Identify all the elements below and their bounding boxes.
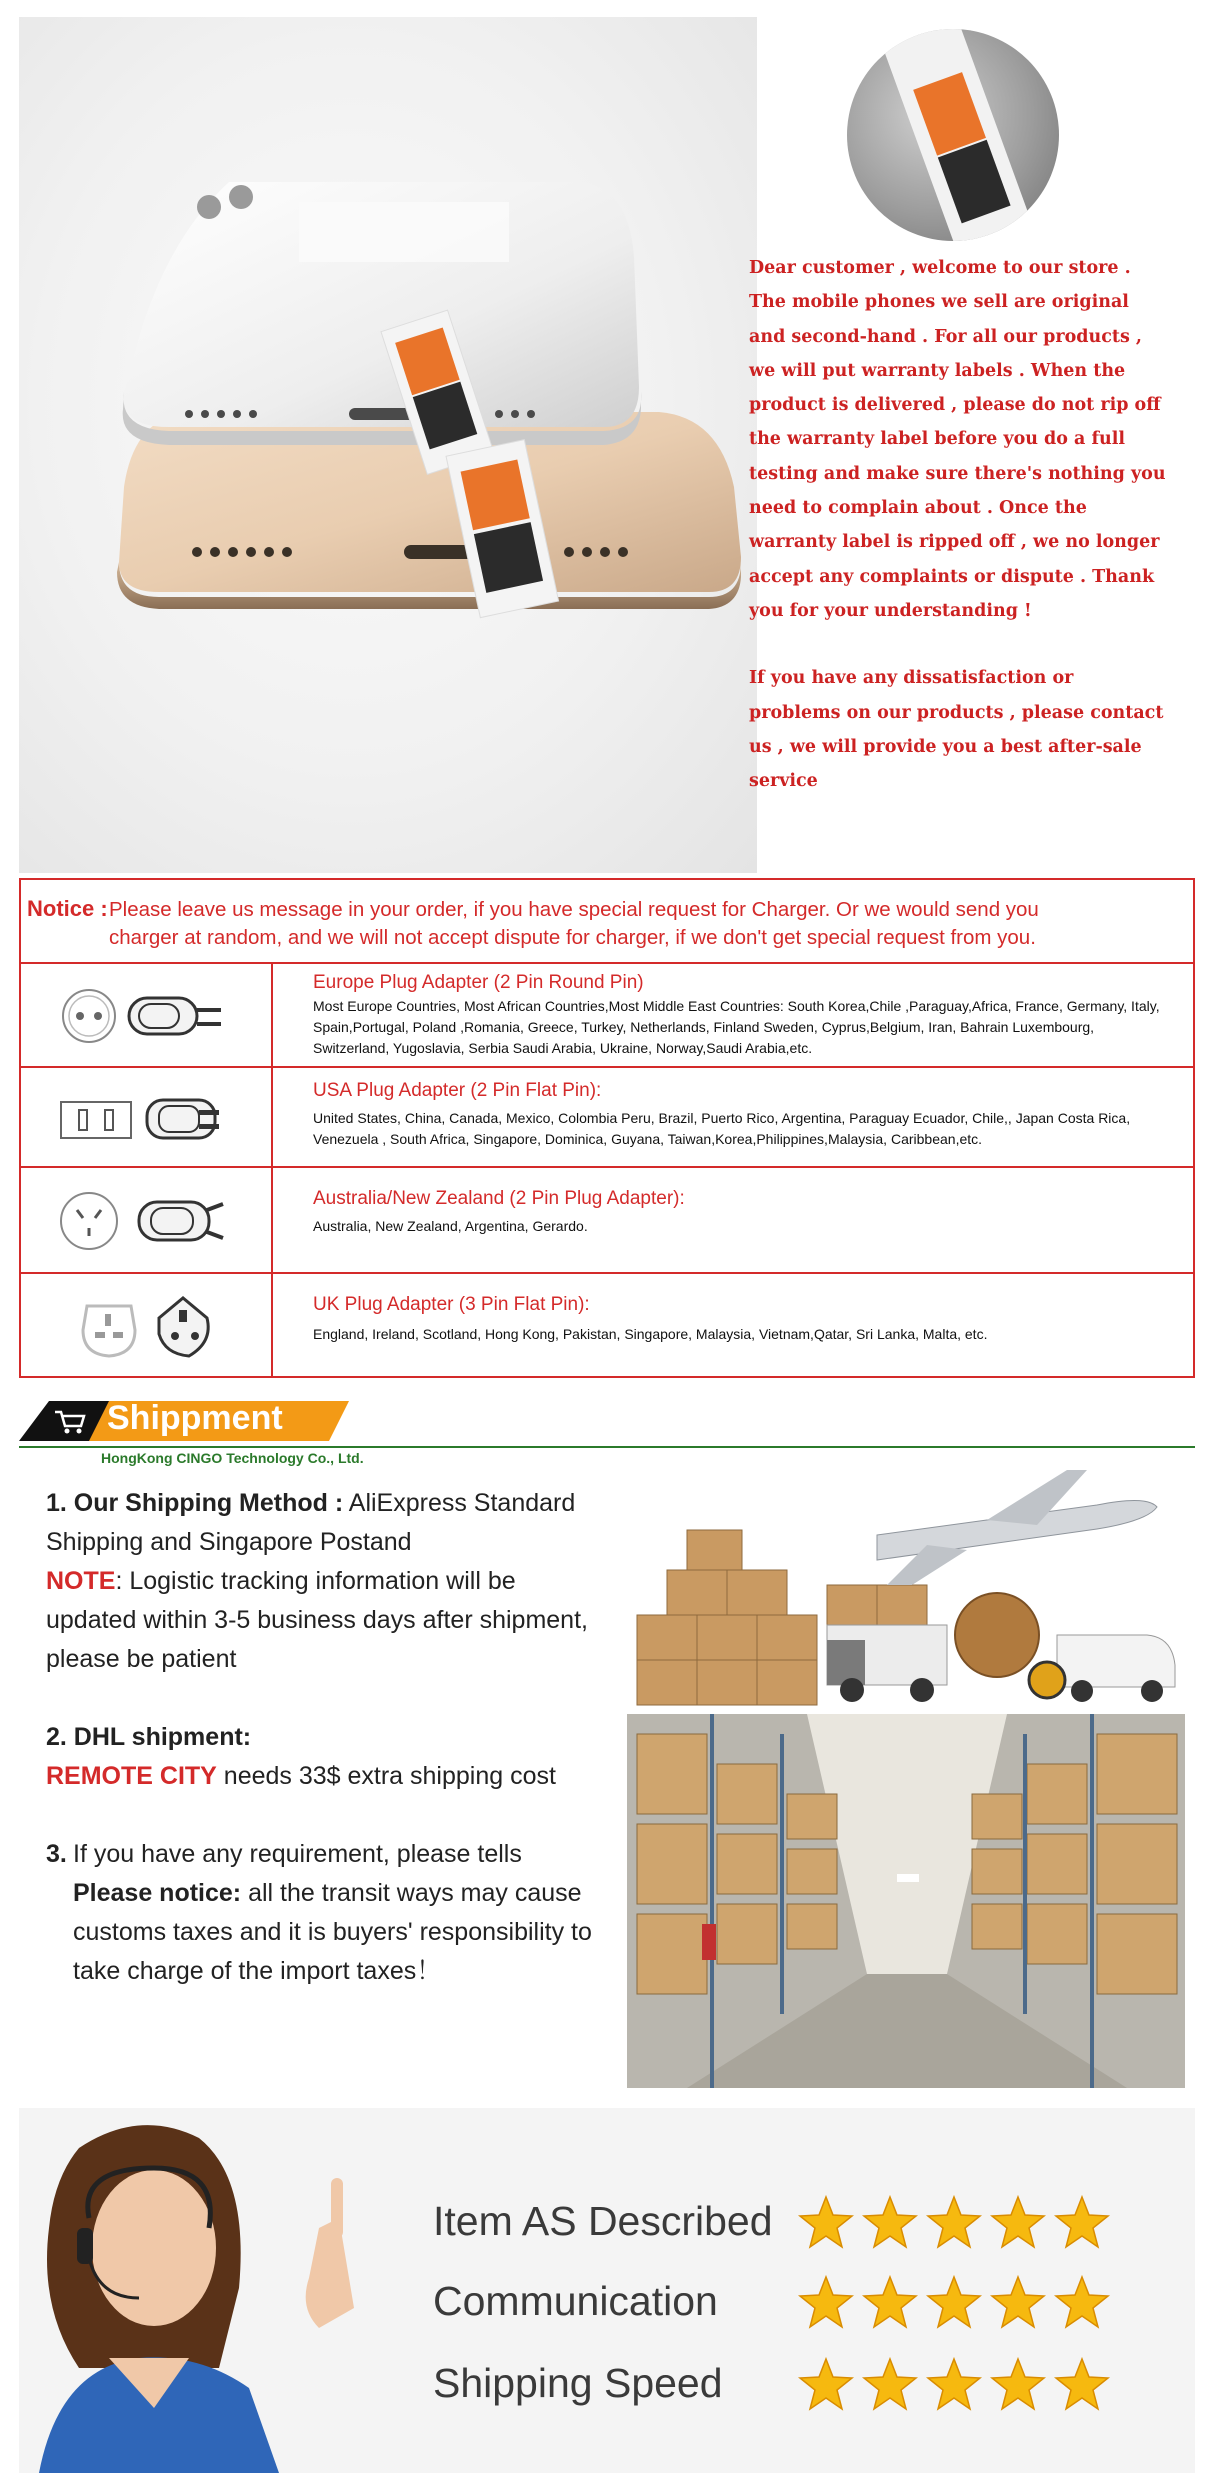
plug-adapter-table xyxy=(19,878,1195,1378)
star-icon xyxy=(989,2274,1047,2332)
star-icon xyxy=(861,2356,919,2414)
plug-icons-usa xyxy=(19,1068,273,1166)
plug-row-usa xyxy=(19,1068,1195,1168)
shipping-method-label: 1. Our Shipping Method : xyxy=(46,1489,344,1517)
plug-title-uk: UK Plug Adapter (3 Pin Flat Pin): xyxy=(313,1294,590,1315)
shipping-details xyxy=(46,1484,606,1991)
star-icon xyxy=(989,2356,1047,2414)
company-name: HongKong CINGO Technology Co., Ltd. xyxy=(101,1450,364,1466)
star-group-communication xyxy=(797,2274,1111,2332)
uk-plug-icon xyxy=(79,1294,229,1360)
banner-divider xyxy=(19,1446,1195,1448)
star-icon xyxy=(861,2194,919,2252)
plug-countries-europe: Most Europe Countries, Most African Countries,Most Middle East Countries: South Korea,Chile ,Paraguay,Africa, France, Germany, Italy, Spain,Portugal, Poland ,Romania, Greece, Turkey, Netherlands, Finland Sweden, Cyprus,Belgium, Iran, Bahrain Luxembourg, Switzerland, Yugoslavia, Serbia Saudi Arabia, Ukraine, Norway,Saudi Arabia,etc. xyxy=(313,998,1160,1056)
shipment-banner xyxy=(19,1396,1195,1466)
logistics-illustration xyxy=(627,1465,1185,1710)
requirement-text: If you have any requirement, please tells xyxy=(73,1840,522,1868)
shipping-method-block xyxy=(46,1484,606,1679)
notice-text xyxy=(109,896,1189,952)
plug-icons-europe xyxy=(19,964,273,1066)
plug-icons-uk xyxy=(19,1274,273,1378)
europe-plug-icon xyxy=(59,986,229,1046)
usa-plug-icon xyxy=(59,1092,229,1147)
australia-plug-icon xyxy=(59,1190,229,1252)
product-hero xyxy=(19,17,1195,873)
note-label: NOTE xyxy=(46,1567,116,1595)
star-icon xyxy=(989,2194,1047,2252)
star-icon xyxy=(925,2194,983,2252)
cart-icon xyxy=(53,1408,87,1436)
notice-row xyxy=(19,878,1195,964)
plug-title-europe: Europe Plug Adapter (2 Pin Round Pin) xyxy=(313,972,644,993)
please-notice-text: all the transit ways may cause customs taxes and it is buyers' responsibility to take charge of the import taxes！ xyxy=(73,1879,592,1985)
warranty-paragraph-2: If you have any dissatisfaction or problems on our products , please contact us , we will provide you a best after-sale service xyxy=(749,668,1164,792)
star-icon xyxy=(1053,2194,1111,2252)
dhl-label: 2. DHL shipment: xyxy=(46,1723,252,1751)
plug-title-usa: USA Plug Adapter (2 Pin Flat Pin): xyxy=(313,1080,602,1101)
warranty-notice xyxy=(749,251,1169,798)
plug-countries-uk: England, Ireland, Scotland, Hong Kong, Pakistan, Singapore, Malaysia, Vietnam,Qatar, Sri Lanka, Malta, etc. xyxy=(313,1326,988,1342)
plug-countries-usa: United States, China, Canada, Mexico, Colombia Peru, Brazil, Puerto Rico, Argentina, Paraguay Ecuador, Chile,, Japan Costa Rica, Venezuela , South Africa, Singapore, Dominica, Guyana, Taiwan,Korea,Philippines,Malaysia, Caribbean,etc. xyxy=(313,1110,1131,1147)
ratings-panel xyxy=(19,2108,1195,2473)
star-icon xyxy=(797,2194,855,2252)
requirement-block xyxy=(46,1835,606,1991)
phone-photo xyxy=(19,17,757,873)
plug-row-europe xyxy=(19,964,1195,1068)
label-closeup-photo xyxy=(847,29,1059,241)
plug-icons-australia xyxy=(19,1168,273,1272)
star-group-item-described xyxy=(797,2194,1111,2252)
shipment-title: Shippment xyxy=(107,1399,283,1437)
notice-label: Notice : xyxy=(27,896,108,921)
star-icon xyxy=(1053,2274,1111,2332)
warranty-paragraph-1: Dear customer , welcome to our store . The mobile phones we sell are original and second-hand . For all our products , we will put warranty labels . When the product is delivered , please do not rip off the warranty label before you do a full testing and make sure there's nothing you need to complain about . Once the warranty label is ripped off , we no longer accept any complaints or dispute . Thank you for your understanding ! xyxy=(749,258,1166,621)
rating-label-item-described: Item AS Described xyxy=(433,2198,773,2244)
remote-city-label: REMOTE CITY xyxy=(46,1762,217,1790)
rating-label-communication: Communication xyxy=(433,2278,718,2324)
star-icon xyxy=(1053,2356,1111,2414)
plug-title-australia: Australia/New Zealand (2 Pin Plug Adapter): xyxy=(313,1188,685,1209)
dhl-block xyxy=(46,1718,606,1796)
star-icon xyxy=(925,2356,983,2414)
item3-number: 3. xyxy=(46,1840,67,1868)
star-icon xyxy=(861,2274,919,2332)
note-text: : Logistic tracking information will be updated within 3-5 business days after shipment, please be patient xyxy=(46,1567,588,1673)
warehouse-photo xyxy=(627,1714,1185,2088)
star-icon xyxy=(797,2356,855,2414)
plug-countries-australia: Australia, New Zealand, Argentina, Gerardo. xyxy=(313,1218,588,1234)
please-notice-label: Please notice: xyxy=(73,1879,242,1907)
rating-label-shipping-speed: Shipping Speed xyxy=(433,2360,723,2406)
plug-row-uk xyxy=(19,1274,1195,1378)
star-icon xyxy=(797,2274,855,2332)
notice-line-1: Please leave us message in your order, if you have special request for Charger. Or we would send you xyxy=(109,898,1039,921)
star-icon xyxy=(925,2274,983,2332)
shipping-method-text: AliExpress Standard Shipping and Singapore Postand xyxy=(46,1489,576,1556)
notice-line-2: charger at random, and we will not accept dispute for charger, if we don't get special request from you. xyxy=(109,926,1036,949)
plug-row-australia xyxy=(19,1168,1195,1274)
remote-city-text: needs 33$ extra shipping cost xyxy=(216,1762,556,1790)
support-agent-photo xyxy=(19,2108,399,2473)
star-group-shipping-speed xyxy=(797,2356,1111,2414)
